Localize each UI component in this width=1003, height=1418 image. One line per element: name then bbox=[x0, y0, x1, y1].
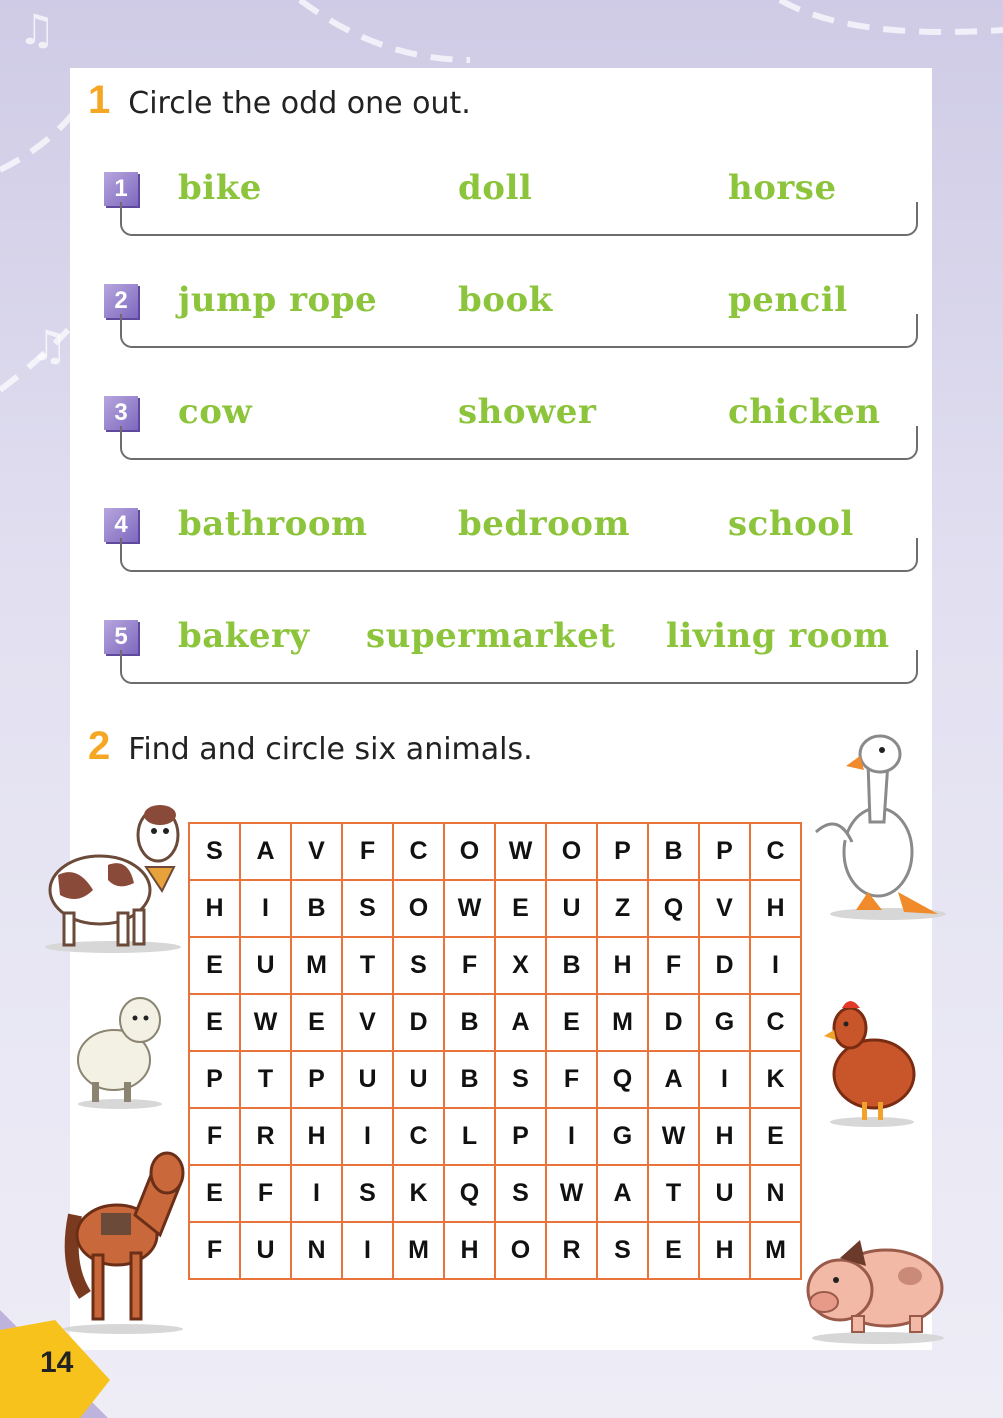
grid-letter-cell[interactable]: I bbox=[751, 938, 802, 995]
grid-letter-cell[interactable]: B bbox=[649, 824, 700, 881]
grid-letter-cell[interactable]: C bbox=[394, 824, 445, 881]
grid-letter-cell[interactable]: M bbox=[292, 938, 343, 995]
grid-letter-cell[interactable]: D bbox=[700, 938, 751, 995]
grid-letter-cell[interactable]: H bbox=[292, 1109, 343, 1166]
grid-letter-cell[interactable]: U bbox=[547, 881, 598, 938]
exercise-2-heading bbox=[88, 724, 533, 769]
pig-illustration bbox=[800, 1230, 950, 1345]
word-search-grid bbox=[188, 822, 802, 1280]
grid-letter-cell[interactable]: M bbox=[598, 995, 649, 1052]
grid-letter-cell[interactable]: P bbox=[292, 1052, 343, 1109]
word-option[interactable]: cow bbox=[178, 392, 253, 432]
grid-letter-cell[interactable]: T bbox=[649, 1166, 700, 1223]
grid-letter-cell[interactable]: E bbox=[751, 1109, 802, 1166]
duck-illustration bbox=[808, 722, 948, 922]
grid-letter-cell[interactable]: F bbox=[343, 824, 394, 881]
grid-letter-cell[interactable]: I bbox=[547, 1109, 598, 1166]
grid-letter-cell[interactable]: I bbox=[343, 1109, 394, 1166]
grid-letter-cell[interactable]: N bbox=[292, 1223, 343, 1280]
row-number-badge: 5 bbox=[104, 620, 138, 654]
grid-letter-cell[interactable]: F bbox=[190, 1109, 241, 1166]
sheep-illustration bbox=[72, 990, 167, 1110]
grid-letter-cell[interactable]: F bbox=[241, 1166, 292, 1223]
grid-letter-cell[interactable]: W bbox=[445, 881, 496, 938]
grid-letter-cell[interactable]: T bbox=[241, 1052, 292, 1109]
grid-letter-cell[interactable]: S bbox=[598, 1223, 649, 1280]
grid-letter-cell[interactable]: H bbox=[598, 938, 649, 995]
grid-letter-cell[interactable]: I bbox=[343, 1223, 394, 1280]
grid-letter-cell[interactable]: V bbox=[292, 824, 343, 881]
grid-letter-cell[interactable]: E bbox=[190, 995, 241, 1052]
grid-letter-cell[interactable]: L bbox=[445, 1109, 496, 1166]
grid-letter-cell[interactable]: H bbox=[445, 1223, 496, 1280]
grid-letter-cell[interactable]: S bbox=[190, 824, 241, 881]
exercise-number: 1 bbox=[88, 78, 111, 122]
word-option[interactable]: bike bbox=[178, 168, 262, 208]
row-number-badge: 4 bbox=[104, 508, 138, 542]
grid-letter-cell[interactable]: Z bbox=[598, 881, 649, 938]
grid-letter-cell[interactable]: T bbox=[343, 938, 394, 995]
grid-letter-cell[interactable]: H bbox=[700, 1223, 751, 1280]
grid-letter-cell[interactable]: Q bbox=[598, 1052, 649, 1109]
odd-one-out-row-5 bbox=[104, 616, 916, 700]
word-option[interactable]: doll bbox=[458, 168, 533, 208]
grid-letter-cell[interactable]: S bbox=[343, 881, 394, 938]
word-option[interactable]: bedroom bbox=[458, 504, 630, 544]
grid-letter-cell[interactable]: F bbox=[547, 1052, 598, 1109]
grid-letter-cell[interactable]: P bbox=[496, 1109, 547, 1166]
grid-letter-cell[interactable]: W bbox=[241, 995, 292, 1052]
grid-letter-cell[interactable]: H bbox=[751, 881, 802, 938]
row-number-badge: 2 bbox=[104, 284, 138, 318]
grid-letter-cell[interactable]: I bbox=[700, 1052, 751, 1109]
grid-letter-cell[interactable]: U bbox=[241, 938, 292, 995]
grid-letter-cell[interactable]: E bbox=[496, 881, 547, 938]
grid-letter-cell[interactable]: F bbox=[649, 938, 700, 995]
grid-letter-cell[interactable]: G bbox=[700, 995, 751, 1052]
grid-letter-cell[interactable]: O bbox=[496, 1223, 547, 1280]
page-number: 14 bbox=[40, 1346, 74, 1379]
word-option[interactable]: bakery bbox=[178, 616, 310, 656]
word-option[interactable]: living room bbox=[666, 616, 890, 656]
grid-letter-cell[interactable]: E bbox=[190, 1166, 241, 1223]
grid-letter-cell[interactable]: M bbox=[751, 1223, 802, 1280]
grid-letter-cell[interactable]: U bbox=[700, 1166, 751, 1223]
word-option[interactable]: chicken bbox=[728, 392, 881, 432]
grid-letter-cell[interactable]: O bbox=[394, 881, 445, 938]
word-option[interactable]: bathroom bbox=[178, 504, 368, 544]
word-option[interactable]: school bbox=[728, 504, 854, 544]
exercise-instruction: Find and circle six animals. bbox=[128, 732, 533, 767]
grid-letter-cell[interactable]: F bbox=[190, 1223, 241, 1280]
word-option[interactable]: jump rope bbox=[178, 280, 378, 320]
grid-letter-cell[interactable]: E bbox=[547, 995, 598, 1052]
grid-letter-cell[interactable]: R bbox=[241, 1109, 292, 1166]
grid-letter-cell[interactable]: P bbox=[598, 824, 649, 881]
grid-letter-cell[interactable]: M bbox=[394, 1223, 445, 1280]
svg-text:♫: ♫ bbox=[30, 321, 68, 370]
grid-letter-cell[interactable]: S bbox=[496, 1166, 547, 1223]
grid-letter-cell[interactable]: A bbox=[496, 995, 547, 1052]
grid-letter-cell[interactable]: B bbox=[547, 938, 598, 995]
grid-letter-cell[interactable]: I bbox=[241, 881, 292, 938]
grid-letter-cell[interactable]: P bbox=[700, 824, 751, 881]
grid-letter-cell[interactable]: Q bbox=[445, 1166, 496, 1223]
grid-letter-cell[interactable]: V bbox=[343, 995, 394, 1052]
cow-illustration bbox=[38, 795, 188, 955]
grid-letter-cell[interactable]: P bbox=[190, 1052, 241, 1109]
odd-one-out-row-3 bbox=[104, 392, 916, 476]
grid-letter-cell[interactable]: E bbox=[190, 938, 241, 995]
grid-letter-cell[interactable]: Q bbox=[649, 881, 700, 938]
grid-letter-cell[interactable]: B bbox=[292, 881, 343, 938]
grid-letter-cell[interactable]: W bbox=[496, 824, 547, 881]
grid-letter-cell[interactable]: I bbox=[292, 1166, 343, 1223]
odd-one-out-row-4 bbox=[104, 504, 916, 588]
grid-letter-cell[interactable]: S bbox=[394, 938, 445, 995]
odd-one-out-row-1 bbox=[104, 168, 916, 252]
chicken-illustration bbox=[820, 990, 920, 1130]
grid-letter-cell[interactable]: U bbox=[343, 1052, 394, 1109]
grid-letter-cell[interactable]: W bbox=[649, 1109, 700, 1166]
odd-one-out-row-2 bbox=[104, 280, 916, 364]
grid-letter-cell[interactable]: R bbox=[547, 1223, 598, 1280]
grid-letter-cell[interactable]: E bbox=[292, 995, 343, 1052]
word-option[interactable]: supermarket bbox=[366, 616, 616, 656]
grid-letter-cell[interactable]: S bbox=[496, 1052, 547, 1109]
grid-letter-cell[interactable]: U bbox=[241, 1223, 292, 1280]
grid-letter-cell[interactable]: G bbox=[598, 1109, 649, 1166]
grid-letter-cell[interactable]: W bbox=[547, 1166, 598, 1223]
exercise-number: 2 bbox=[88, 724, 111, 768]
svg-text:♫: ♫ bbox=[18, 5, 56, 54]
grid-letter-cell[interactable]: A bbox=[598, 1166, 649, 1223]
grid-letter-cell[interactable]: U bbox=[394, 1052, 445, 1109]
grid-letter-cell[interactable]: E bbox=[649, 1223, 700, 1280]
grid-letter-cell[interactable]: B bbox=[445, 1052, 496, 1109]
grid-letter-cell[interactable]: C bbox=[751, 824, 802, 881]
grid-letter-cell[interactable]: N bbox=[751, 1166, 802, 1223]
exercise-1-heading bbox=[88, 78, 471, 123]
grid-letter-cell[interactable]: A bbox=[241, 824, 292, 881]
grid-letter-cell[interactable]: H bbox=[700, 1109, 751, 1166]
grid-letter-cell[interactable]: K bbox=[394, 1166, 445, 1223]
grid-letter-cell[interactable]: S bbox=[343, 1166, 394, 1223]
grid-letter-cell[interactable]: A bbox=[649, 1052, 700, 1109]
word-option[interactable]: shower bbox=[458, 392, 597, 432]
grid-letter-cell[interactable]: D bbox=[394, 995, 445, 1052]
word-option[interactable]: pencil bbox=[728, 280, 848, 320]
row-number-badge: 3 bbox=[104, 396, 138, 430]
grid-letter-cell[interactable]: O bbox=[445, 824, 496, 881]
grid-letter-cell[interactable]: K bbox=[751, 1052, 802, 1109]
row-number-badge: 1 bbox=[104, 172, 138, 206]
grid-letter-cell[interactable]: V bbox=[700, 881, 751, 938]
exercise-instruction: Circle the odd one out. bbox=[128, 86, 471, 121]
grid-letter-cell[interactable]: B bbox=[445, 995, 496, 1052]
word-option[interactable]: book bbox=[458, 280, 553, 320]
grid-letter-cell[interactable]: O bbox=[547, 824, 598, 881]
grid-letter-cell[interactable]: F bbox=[445, 938, 496, 995]
word-option[interactable]: horse bbox=[728, 168, 837, 208]
grid-letter-cell[interactable]: C bbox=[394, 1109, 445, 1166]
grid-letter-cell[interactable]: H bbox=[190, 881, 241, 938]
grid-letter-cell[interactable]: C bbox=[751, 995, 802, 1052]
grid-letter-cell[interactable]: X bbox=[496, 938, 547, 995]
grid-letter-cell[interactable]: D bbox=[649, 995, 700, 1052]
